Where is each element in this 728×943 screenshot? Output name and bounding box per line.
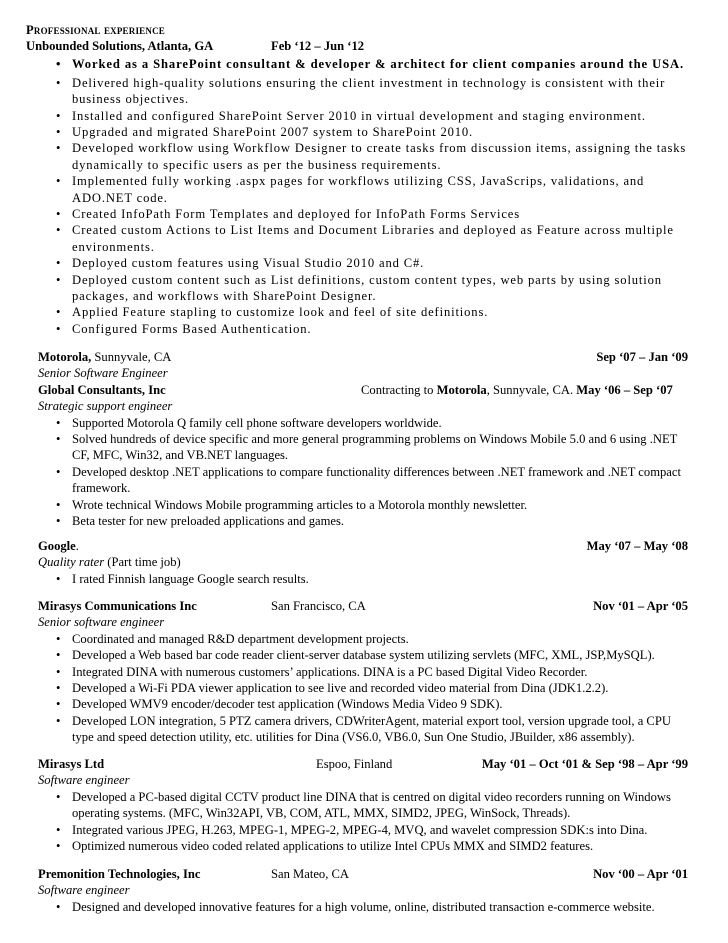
job-dates: May ‘07 – May ‘08 [586, 539, 688, 553]
list-item: • Developed workflow using Workflow Designer to create tasks from discussion items, assigning the tasks dynamically to specific users as per the business requirements. [50, 140, 688, 173]
sub-job-dates: May ‘06 – Sep ‘07 [576, 382, 673, 397]
list-item: • Designed and developed innovative features for a high volume, online, distributed transaction e-commerce website. [50, 899, 688, 915]
job-role: Software engineer [38, 773, 130, 788]
bullet-list [38, 899, 688, 915]
contract-client: Motorola [436, 382, 487, 397]
list-item: • Developed a Wi-Fi PDA viewer application to see live and recorded video material from Dina (JDK1.2.2). [50, 680, 688, 696]
list-item: • Beta tester for new preloaded applications and games. [50, 513, 688, 529]
company-name: Motorola, [38, 350, 92, 364]
bullet-list [38, 415, 688, 530]
contract-info [361, 382, 673, 398]
company-name: Google [38, 539, 76, 553]
job-dates: Sep ‘07 – Jan ‘09 [596, 350, 688, 364]
bullet-list [38, 789, 688, 855]
job-unbounded-solutions [26, 38, 688, 337]
bullet-list [38, 631, 688, 746]
list-item: • Integrated various JPEG, H.263, MPEG-1, MPEG-2, MPEG-4, MVQ, and wavelet compression SDK:s into Dina. [50, 822, 688, 838]
list-item: • Worked as a SharePoint consultant & developer & architect for client companies around the USA. [50, 56, 688, 72]
list-item: • Developed a PC-based digital CCTV product line DINA that is centred on digital video recorders running on Windows operating systems. (MFC, Win32API, VB, COM, ATL, MMX, SIMD2, JPEG, WinSock, Threads). [50, 789, 688, 822]
bullet-list [38, 571, 688, 587]
job-header [38, 866, 688, 882]
job-dates: May ‘01 – Oct ‘01 & Sep ‘98 – Apr ‘99 [481, 757, 688, 771]
list-item: • Created custom Actions to List Items and Document Libraries and deployed as Feature across multiple environments. [50, 222, 688, 255]
contract-prefix: Contracting to [361, 382, 437, 397]
job-role: Software engineer [38, 883, 130, 898]
company-location: San Mateo, CA [271, 867, 350, 881]
job-role: Senior software engineer [38, 615, 165, 630]
job-google [38, 538, 688, 587]
job-header [38, 598, 688, 614]
job-mirasys-ltd [38, 756, 688, 854]
list-item: • I rated Finnish language Google search results. [50, 571, 688, 587]
company-location: Sunnyvale, CA [91, 350, 172, 364]
list-item: • Developed LON integration, 5 PTZ camera drivers, CDWriterAgent, material export tool, version upgrade tool, a CPU type and speed detection utility, etc. utilities for Dina (VS6.0, VB6.0, Sun One Studio, JBuilder, x86 assembly). [50, 713, 688, 746]
list-item: • Solved hundreds of device specific and more general programming problems on Windows Mobile 5.0 and 6 using .NET CF, MFC, Win32, and VB.NET languages. [50, 431, 688, 464]
company-name: Mirasys Communications Inc [38, 599, 197, 613]
job-dates: Feb ‘12 – Jun ‘12 [271, 39, 365, 53]
job-header [38, 538, 688, 554]
job-dates: Nov ‘01 – Apr ‘05 [593, 599, 688, 613]
job-dates: Nov ‘00 – Apr ‘01 [593, 867, 688, 881]
list-item: • Upgraded and migrated SharePoint 2007 system to SharePoint 2010. [50, 124, 688, 140]
list-item: • Coordinated and managed R&D department development projects. [50, 631, 688, 647]
list-item: • Deployed custom features using Visual Studio 2010 and C#. [50, 255, 688, 271]
role-note: (Part time job) [104, 555, 181, 570]
section-title: Professional experience [26, 23, 165, 37]
company-name: Mirasys Ltd [38, 757, 105, 771]
contract-location: , Sunnyvale, CA. [486, 382, 577, 397]
list-item: • Applied Feature stapling to customize look and feel of site definitions. [50, 304, 688, 320]
job-header [38, 349, 688, 365]
sub-job-header [38, 382, 688, 398]
company-location: San Francisco, CA [271, 599, 366, 613]
company-suffix: . [75, 539, 79, 553]
job-header [26, 38, 688, 54]
list-item: • Delivered high-quality solutions ensuring the client investment in technology is consistent with their business objectives. [50, 75, 688, 108]
job-motorola [38, 349, 688, 529]
list-item: • Created InfoPath Form Templates and deployed for InfoPath Forms Services [50, 206, 688, 222]
list-item: • Supported Motorola Q family cell phone software developers worldwide. [50, 415, 688, 431]
company-name: Unbounded Solutions, Atlanta, GA [26, 39, 214, 53]
job-role: Senior Software Engineer [38, 366, 168, 381]
company-location: Espoo, Finland [316, 757, 393, 771]
role-title: Quality rater [38, 555, 105, 570]
list-item: • Developed desktop .NET applications to compare functionality differences between .NET framework and .NET compact framework. [50, 464, 688, 497]
list-item: • Developed a Web based bar code reader client-server database system utilizing servlets (MFC, XML, JSP,MySQL). [50, 647, 688, 663]
list-item: • Optimized numerous video coded related applications to utilize Intel CPUs MMX and SIMD2 features. [50, 838, 688, 854]
job-premonition-technologies [38, 866, 688, 915]
list-item: • Implemented fully working .aspx pages for workflows utilizing CSS, JavaScrips, validations, and ADO.NET code. [50, 173, 688, 206]
job-mirasys-communications [38, 598, 688, 746]
list-item: • Deployed custom content such as List definitions, custom content types, web parts by using solution packages, and workflows with SharePoint Designer. [50, 272, 688, 305]
list-item: • Integrated DINA with numerous customers’ applications. DINA is a PC based Digital Video Recorder. [50, 664, 688, 680]
job-role [38, 554, 688, 570]
bullet-list [26, 56, 688, 337]
company-name: Premonition Technologies, Inc [38, 867, 201, 881]
list-item: • Configured Forms Based Authentication. [50, 321, 688, 337]
job-header [38, 756, 688, 772]
list-item: • Installed and configured SharePoint Server 2010 in virtual development and staging environment. [50, 108, 688, 124]
list-item: • Wrote technical Windows Mobile programming articles to a Motorola monthly newsletter. [50, 497, 688, 513]
sub-job-role: Strategic support engineer [38, 399, 173, 414]
sub-company-name: Global Consultants, Inc [38, 382, 166, 397]
list-item: • Developed WMV9 encoder/decoder test application (Windows Media Video 9 SDK). [50, 696, 688, 712]
